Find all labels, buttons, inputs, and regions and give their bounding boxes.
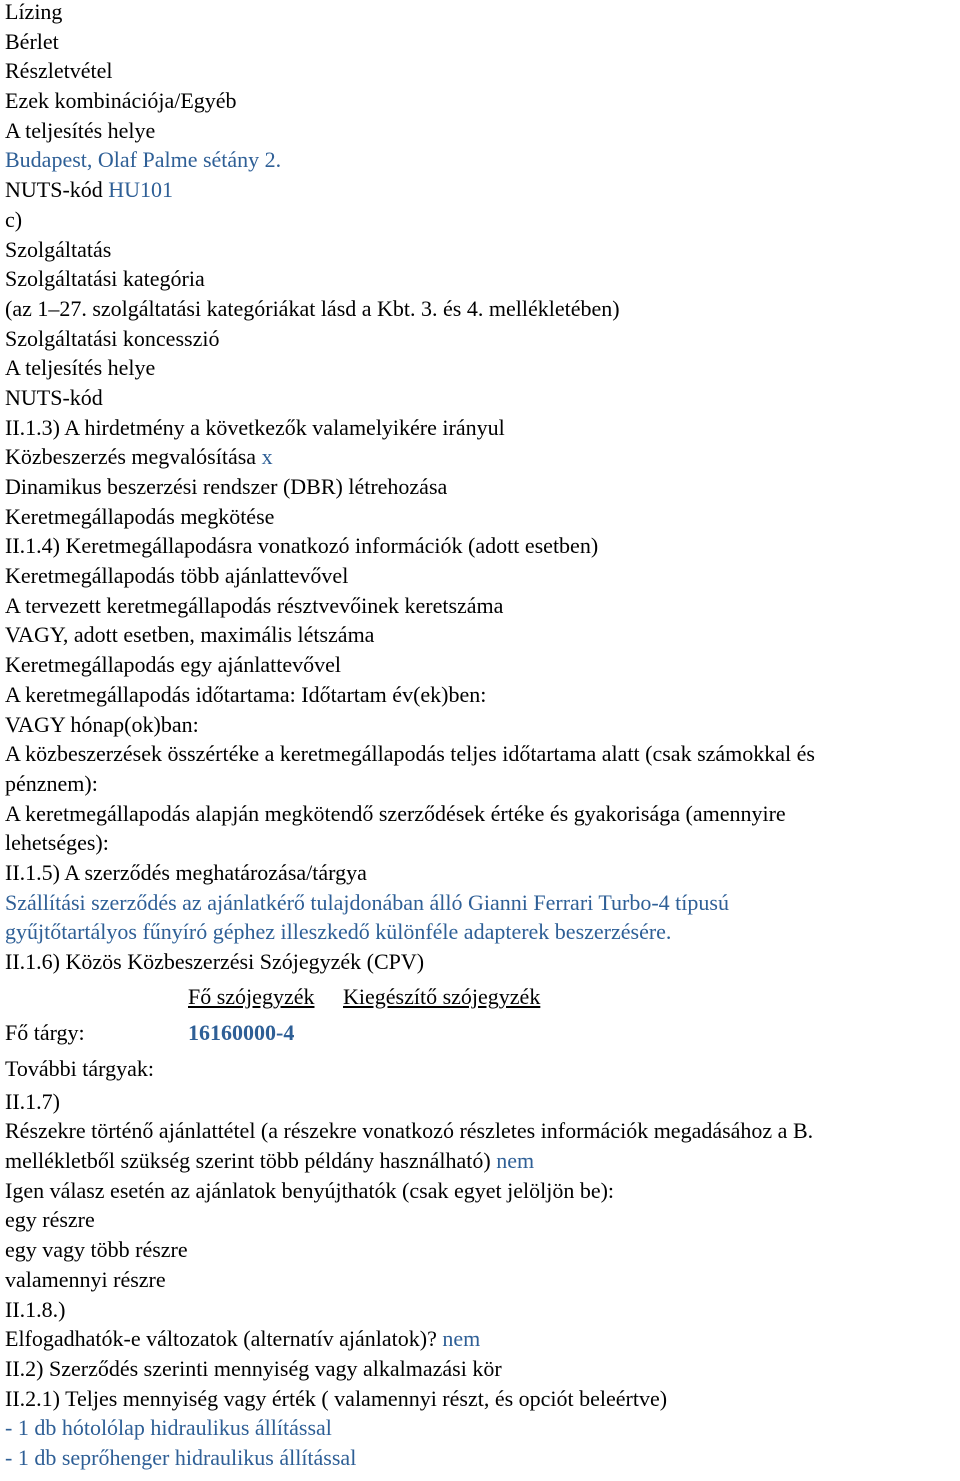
text-line: [5, 1324, 957, 1354]
text-line: [5, 1384, 957, 1414]
text-line: [5, 1443, 957, 1473]
line-text: VAGY hónap(ok)ban:: [5, 711, 199, 737]
document-page: [5, 0, 957, 1473]
line-text: II.2) Szerződés szerinti mennyiség vagy alkalmazási kör: [5, 1355, 502, 1381]
line-text: c): [5, 206, 23, 232]
text-line: [5, 353, 957, 383]
cpv-header-row: [5, 979, 957, 1015]
line-text: II.1.5) A szerződés meghatározása/tárgya: [5, 859, 367, 885]
text-line: [5, 116, 957, 146]
line-text: A közbeszerzések összértéke a keretmegállapodás teljes időtartama alatt (csak számokkal és: [5, 741, 815, 767]
text-line: [5, 710, 957, 740]
text-line: [5, 799, 957, 829]
text-line: [5, 86, 957, 116]
line-text: Lízing: [5, 0, 63, 24]
line-text: A teljesítés helye: [5, 117, 156, 143]
text-line: [5, 1295, 957, 1325]
text-line: [5, 324, 957, 354]
text-line: [5, 1413, 957, 1443]
line-text: A keretmegállapodás alapján megkötendő szerződések értéke és gyakorisága (amennyire: [5, 800, 786, 826]
line-text: VAGY, adott esetben, maximális létszáma: [5, 622, 375, 648]
cpv-main-object-code: 16160000-4: [188, 1019, 295, 1045]
line-text: II.1.8.): [5, 1296, 66, 1322]
text-line: [5, 1265, 957, 1295]
field-value: nem: [496, 1148, 535, 1174]
text-line: [5, 145, 957, 175]
field-value: x: [261, 444, 273, 470]
line-text: Ezek kombinációja/Egyéb: [5, 88, 237, 114]
text-line: [5, 1354, 957, 1384]
line-text: Dinamikus beszerzési rendszer (DBR) létrehozása: [5, 474, 448, 499]
text-line: [5, 264, 957, 294]
line-text: lehetséges):: [5, 830, 109, 856]
line-text: Keretmegállapodás megkötése: [5, 503, 275, 529]
cpv-supplementary-vocabulary-header: Kiegészítő szójegyzék: [343, 983, 541, 1009]
text-line: [5, 1176, 957, 1206]
text-line: [5, 1205, 957, 1235]
text-line: [5, 917, 957, 947]
line-text: Szolgáltatási kategória: [5, 266, 205, 292]
line-text: NUTS-kód: [5, 177, 109, 203]
text-line: [5, 531, 957, 561]
line-text: valamennyi részre: [5, 1266, 166, 1292]
text-line: [5, 1087, 957, 1117]
text-line: [5, 442, 957, 472]
text-line: [5, 828, 957, 858]
text-line: [5, 1146, 957, 1176]
field-value: nem: [442, 1326, 481, 1352]
line-text: pénznem):: [5, 770, 98, 796]
line-text: Keretmegállapodás egy ajánlattevővel: [5, 652, 341, 678]
line-text: mellékletből szükség szerint több példány használható): [5, 1148, 497, 1174]
cpv-main-vocabulary-header: Fő szójegyzék: [188, 983, 315, 1009]
text-line: [5, 680, 957, 710]
line-text: Szolgáltatási koncesszió: [5, 325, 220, 351]
line-text: Igen válasz esetén az ajánlatok benyújthatók (csak egyet jelöljön be):: [5, 1177, 615, 1203]
section-bottom: [5, 1087, 957, 1473]
line-text: II.1.7): [5, 1088, 60, 1114]
line-text: II.1.6) Közös Közbeszerzési Szójegyzék (CPV): [5, 949, 425, 974]
text-line: [5, 0, 957, 27]
line-text: II.2.1) Teljes mennyiség vagy érték ( valamennyi részt, és opciót beleértve): [5, 1385, 668, 1411]
cpv-main-object-row: [5, 1015, 957, 1051]
cpv-main-object-label: Fő tárgy:: [5, 1019, 85, 1045]
line-text: gyűjtőtartályos fűnyíró géphez illeszkedő különféle adapterek beszerzésére.: [5, 919, 672, 945]
cpv-other-objects-label: További tárgyak:: [5, 1055, 154, 1081]
line-text: A keretmegállapodás időtartama: Időtartam év(ek)ben:: [5, 681, 487, 707]
text-line: [5, 591, 957, 621]
line-text: A tervezett keretmegállapodás résztvevőinek keretszáma: [5, 592, 504, 618]
text-line: [5, 561, 957, 591]
text-line: [5, 888, 957, 918]
text-line: [5, 413, 957, 443]
text-line: [5, 769, 957, 799]
text-line: [5, 27, 957, 57]
line-text: Elfogadhatók-e változatok (alternatív ajánlatok)?: [5, 1326, 443, 1352]
text-line: [5, 502, 957, 532]
line-text: Bérlet: [5, 28, 59, 54]
text-line: [5, 56, 957, 86]
line-text: NUTS-kód: [5, 384, 103, 410]
line-text: Keretmegállapodás több ajánlattevővel: [5, 563, 349, 589]
line-text: Részekre történő ajánlattétel (a részekre vonatkozó részletes információk megadásához a B.: [5, 1118, 814, 1144]
line-text: Budapest, Olaf Palme sétány 2.: [5, 147, 282, 173]
line-text: - 1 db seprőhenger hidraulikus állítással: [5, 1444, 357, 1470]
text-line: [5, 205, 957, 235]
text-line: [5, 294, 957, 324]
text-line: [5, 620, 957, 650]
line-text: Szállítási szerződés az ajánlatkérő tulajdonában álló Gianni Ferrari Turbo-4 típusú: [5, 889, 729, 915]
section-top: [5, 0, 957, 977]
text-line: [5, 472, 957, 502]
line-text: - 1 db hótolólap hidraulikus állítással: [5, 1415, 332, 1441]
text-line: [5, 947, 957, 977]
text-line: [5, 650, 957, 680]
text-line: [5, 235, 957, 265]
line-text: II.1.3) A hirdetmény a következők valamelyikére irányul: [5, 414, 505, 440]
text-line: [5, 383, 957, 413]
text-line: [5, 739, 957, 769]
line-text: egy vagy több részre: [5, 1237, 188, 1263]
field-value: HU101: [108, 177, 174, 203]
line-text: Közbeszerzés megvalósítása: [5, 444, 262, 470]
text-line: [5, 1116, 957, 1146]
text-line: [5, 1235, 957, 1265]
line-text: (az 1–27. szolgáltatási kategóriákat lásd a Kbt. 3. és 4. mellékletében): [5, 295, 620, 321]
line-text: A teljesítés helye: [5, 355, 156, 381]
line-text: egy részre: [5, 1207, 95, 1233]
line-text: Részletvétel: [5, 58, 113, 84]
text-line: [5, 175, 957, 205]
text-line: [5, 858, 957, 888]
cpv-other-objects-row: [5, 1051, 957, 1087]
line-text: Szolgáltatás: [5, 236, 112, 262]
line-text: II.1.4) Keretmegállapodásra vonatkozó információk (adott esetben): [5, 533, 599, 559]
